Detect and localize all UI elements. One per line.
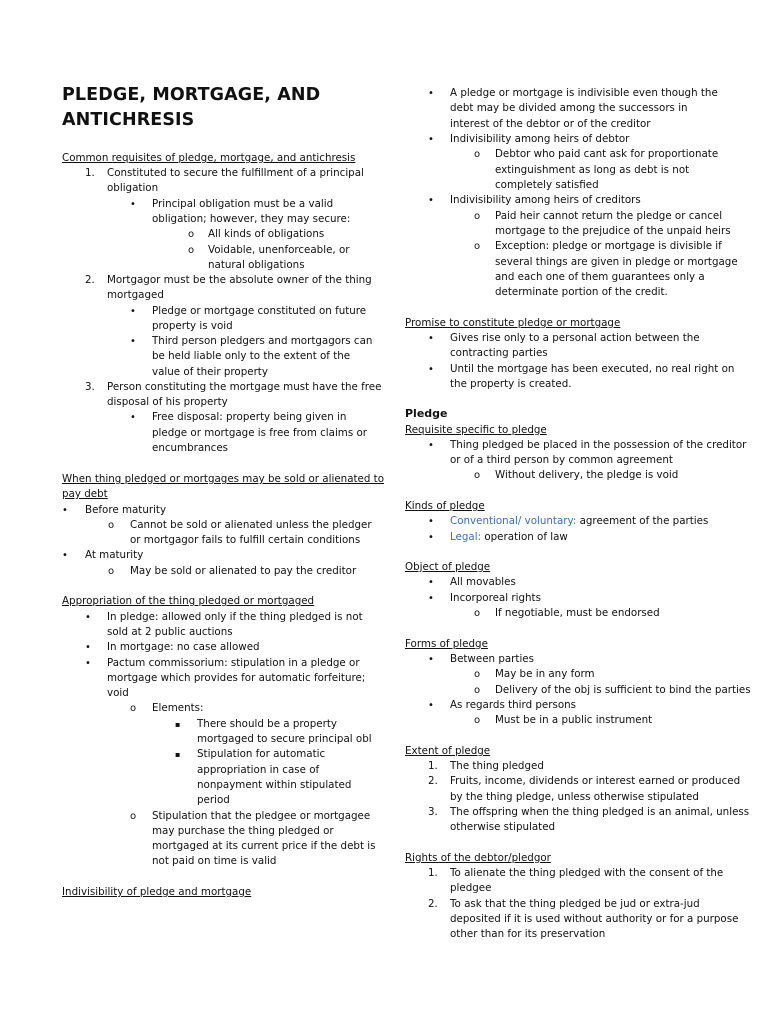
sub-bullet-marker: o <box>188 245 195 256</box>
text-line: Before maturity <box>85 504 167 516</box>
bullet-marker: • <box>130 412 136 423</box>
section-heading: Requisite specific to pledge <box>405 424 547 436</box>
text-line: Until the mortgage has been executed, no real right on <box>450 363 735 375</box>
text-line: encumbrances <box>152 442 229 454</box>
text-line: All kinds of obligations <box>208 228 325 240</box>
text-line: A pledge or mortgage is indivisible even though the <box>450 87 718 99</box>
text-line: interest of the debtor or of the creditor <box>450 118 651 130</box>
text-line: May be sold or alienated to pay the creditor <box>130 565 357 577</box>
text-line: mortgage to the prejudice of the unpaid heirs <box>495 225 731 237</box>
text-line: Constituted to secure the fulfillment of a principal <box>107 167 364 179</box>
bullet-marker: • <box>62 505 68 516</box>
section-heading: Object of pledge <box>405 561 491 573</box>
text-line: As regards third persons <box>450 699 577 711</box>
sub-bullet-marker: o <box>130 811 137 822</box>
document-title-line-2: ANTICHRESIS <box>62 110 195 130</box>
document-title-line-1: PLEDGE, MORTGAGE, AND <box>62 85 321 105</box>
text-line: contracting parties <box>450 347 548 359</box>
text-line: sold at 2 public auctions <box>107 626 233 638</box>
text-line: All movables <box>450 576 516 588</box>
text-line: Thing pledged be placed in the possession of the creditor <box>450 439 747 451</box>
text-line: extinguishment as long as debt is not <box>495 164 690 176</box>
bullet-marker: • <box>428 654 434 665</box>
text-line: or of a third person by common agreement <box>450 454 673 466</box>
list-number: 2. <box>85 274 95 286</box>
list-number: 2. <box>428 898 438 910</box>
section-heading: Common requisites of pledge, mortgage, and antichresis <box>62 152 356 164</box>
text-line: mortgaged <box>107 289 164 301</box>
section-heading: Promise to constitute pledge or mortgage <box>405 317 621 329</box>
text-line: the property is created. <box>450 378 572 390</box>
text-line: Must be in a public instrument <box>495 714 653 726</box>
section-heading: Kinds of pledge <box>405 500 485 512</box>
text-line: void <box>107 687 129 699</box>
text-line: mortgaged at its current price if the debt is <box>152 840 376 852</box>
bullet-marker: • <box>428 577 434 588</box>
term-definition: operation of law <box>481 531 568 543</box>
text-line: If negotiable, must be endorsed <box>495 607 660 619</box>
sub-bullet-marker: o <box>108 520 115 531</box>
text-line: Exception: pledge or mortgage is divisible if <box>495 240 722 252</box>
text-line: deposited if it is used without authority or for a purpose <box>450 913 739 925</box>
bullet-marker: • <box>130 199 136 210</box>
text-line: Stipulation that the pledgee or mortgagee <box>152 810 371 822</box>
text-line: Gives rise only to a personal action between the <box>450 332 700 344</box>
bullet-marker: • <box>85 642 91 653</box>
text-line: In pledge: allowed only if the thing pledged is not <box>107 611 363 623</box>
text-line: other than for its preservation <box>450 928 606 940</box>
text-line: Pactum commissorium: stipulation in a pledge or <box>107 657 360 669</box>
bullet-marker: • <box>130 336 136 347</box>
section-heading: Rights of the debtor/pledgor <box>405 852 551 864</box>
sub-bullet-marker: o <box>188 229 195 240</box>
text-line: May be in any form <box>495 668 595 680</box>
text-line: Between parties <box>450 653 535 665</box>
sub-bullet-marker: o <box>474 149 481 160</box>
text-line: disposal of his property <box>107 396 228 408</box>
text-line: In mortgage: no case allowed <box>107 641 260 653</box>
text-line: To ask that the thing pledged be jud or extra-jud <box>450 898 700 910</box>
text-line: Debtor who paid cant ask for proportionate <box>495 148 719 160</box>
text-line: determinate portion of the credit. <box>495 286 668 298</box>
text-line: otherwise stipulated <box>450 821 556 833</box>
text-line: Third person pledgers and mortgagors can <box>152 335 373 347</box>
sub-bullet-marker: o <box>474 669 481 680</box>
bullet-marker: • <box>130 306 136 317</box>
sub-bullet-marker: o <box>474 470 481 481</box>
sub-bullet-marker: o <box>474 211 481 222</box>
text-line: Person constituting the mortgage must have the free <box>107 381 382 393</box>
text-line: Paid heir cannot return the pledge or cancel <box>495 210 723 222</box>
text-line: be held liable only to the extent of the <box>152 350 351 362</box>
text-line: obligation <box>107 182 159 194</box>
text-line: Without delivery, the pledge is void <box>495 469 679 481</box>
bullet-marker: • <box>428 440 434 451</box>
list-number: 3. <box>428 806 438 818</box>
text-line <box>450 530 568 545</box>
text-line: Stipulation for automatic <box>197 748 326 760</box>
term-highlight: Legal: <box>450 531 482 543</box>
sub-bullet-marker: o <box>130 703 137 714</box>
bullet-marker: • <box>428 134 434 145</box>
text-line: or mortgagor fails to fulfill certain conditions <box>130 534 361 546</box>
list-number: 3. <box>85 381 95 393</box>
term-highlight: Conventional/ voluntary: <box>450 515 577 527</box>
text-line: may purchase the thing pledged or <box>152 825 334 837</box>
text-line: Pledge or mortgage constituted on future <box>152 305 367 317</box>
text-line: natural obligations <box>208 259 305 271</box>
text-line: pledge or mortgage is free from claims or <box>152 427 368 439</box>
square-bullet-marker: ▪ <box>175 720 181 729</box>
text-line: Free disposal: property being given in <box>152 411 347 423</box>
text-line: value of their property <box>152 366 268 378</box>
text-line <box>450 514 708 529</box>
sub-bullet-marker: o <box>474 715 481 726</box>
text-line: There should be a property <box>197 718 337 730</box>
text-line: mortgage which provides for automatic forfeiture; <box>107 672 366 684</box>
section-heading: pay debt <box>62 488 108 500</box>
bullet-marker: • <box>62 550 68 561</box>
section-heading: When thing pledged or mortgages may be sold or alienated to <box>62 473 385 485</box>
section-title: Pledge <box>405 407 448 420</box>
sub-bullet-marker: o <box>474 241 481 252</box>
text-line: mortgaged to secure principal obl <box>197 733 372 745</box>
text-line: Voidable, unenforceable, or <box>208 244 350 256</box>
text-line: The thing pledged <box>450 760 544 772</box>
bullet-marker: • <box>428 364 434 375</box>
sub-bullet-marker: o <box>108 566 115 577</box>
bullet-marker: • <box>428 195 434 206</box>
text-line: obligation; however, they may secure: <box>152 213 351 225</box>
list-number: 2. <box>428 775 438 787</box>
text-line: and each one of them guarantees only a <box>495 271 705 283</box>
text-line: Indivisibility among heirs of creditors <box>450 194 641 206</box>
text-line: nonpayment within stipulated <box>197 779 352 791</box>
bullet-marker: • <box>85 612 91 623</box>
list-number: 1. <box>428 867 438 879</box>
bullet-marker: • <box>428 333 434 344</box>
section-heading: Appropriation of the thing pledged or mortgaged <box>62 595 315 607</box>
text-line: completely satisfied <box>495 179 599 191</box>
text-line: Incorporeal rights <box>450 592 541 604</box>
text-line: Cannot be sold or alienated unless the pledger <box>130 519 372 531</box>
text-line: At maturity <box>85 549 144 561</box>
text-line: Delivery of the obj is sufficient to bind the parties <box>495 684 751 696</box>
text-line: by the thing pledge, unless otherwise stipulated <box>450 791 699 803</box>
section-heading: Extent of pledge <box>405 745 491 757</box>
text-line: Mortgagor must be the absolute owner of the thing <box>107 274 372 286</box>
bullet-marker: • <box>428 700 434 711</box>
bullet-marker: • <box>85 658 91 669</box>
text-line: Indivisibility among heirs of debtor <box>450 133 630 145</box>
sub-bullet-marker: o <box>474 685 481 696</box>
text-line: Fruits, income, dividends or interest earned or produced <box>450 775 741 787</box>
term-definition: agreement of the parties <box>576 515 709 527</box>
text-line: Principal obligation must be a valid <box>152 198 334 210</box>
list-number: 1. <box>428 760 438 772</box>
section-heading: Indivisibility of pledge and mortgage <box>62 886 252 898</box>
text-line: appropriation in case of <box>197 764 320 776</box>
text-line: property is void <box>152 320 233 332</box>
text-line: The offspring when the thing pledged is an animal, unless <box>450 806 750 818</box>
bullet-marker: • <box>428 593 434 604</box>
text-line: not paid on time is valid <box>152 855 277 867</box>
square-bullet-marker: ▪ <box>175 750 181 759</box>
bullet-marker: • <box>428 88 434 99</box>
bullet-marker: • <box>428 532 434 543</box>
text-line: To alienate the thing pledged with the consent of the <box>450 867 724 879</box>
text-line: debt may be divided among the successors in <box>450 102 688 114</box>
text-line: several things are given in pledge or mortgage <box>495 256 738 268</box>
text-line: period <box>197 794 230 806</box>
text-line: Elements: <box>152 702 204 714</box>
sub-bullet-marker: o <box>474 608 481 619</box>
list-number: 1. <box>85 167 95 179</box>
text-line: pledgee <box>450 882 492 894</box>
bullet-marker: • <box>428 516 434 527</box>
section-heading: Forms of pledge <box>405 638 488 650</box>
